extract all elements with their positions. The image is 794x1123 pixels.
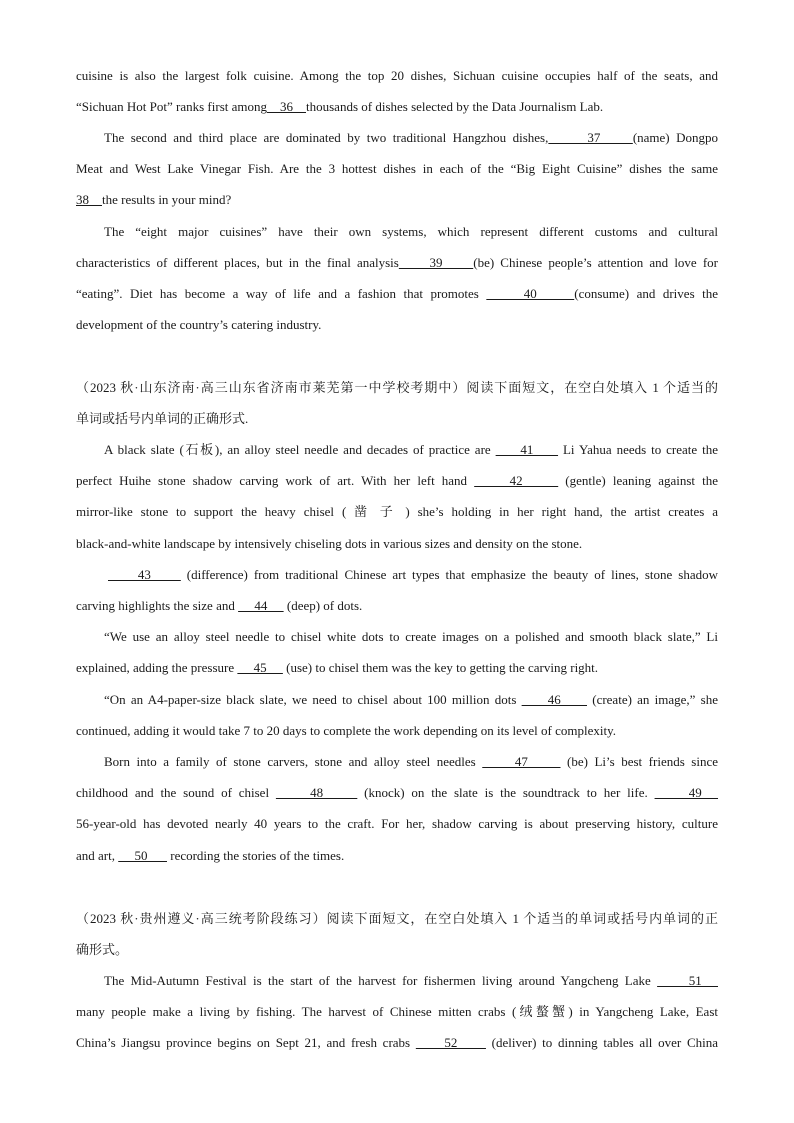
- text-segment: the results in your mind?: [102, 192, 232, 207]
- text-line: [76, 472, 718, 490]
- text-line: [76, 285, 718, 303]
- text-segment: “Sichuan Hot Pot” ranks first among: [76, 99, 267, 114]
- text-line: [104, 753, 718, 771]
- text-line: [104, 223, 718, 241]
- text-line: [76, 784, 718, 802]
- text-segment: “We use an alloy steel needle to chisel white dots to create images on a polished and smooth black slate,” Li: [104, 629, 718, 644]
- text-line: [76, 1003, 718, 1021]
- text-segment: “eating”. Diet has become a way of life and a fashion that promotes: [76, 286, 487, 301]
- text-segment: (use) to chisel them was the key to getting the carving right.: [282, 660, 599, 675]
- answer-blank: 45: [237, 660, 283, 675]
- text-line: [104, 972, 718, 990]
- text-segment: Li Yahua needs to create the: [558, 442, 719, 457]
- text-segment: (be) Chinese people’s attention and love for: [473, 255, 718, 270]
- text-segment: （2023 秋·贵州遵义·高三统考阶段练习）阅读下面短文，在空白处填入 1 个适当的单词或括号内单词的正: [76, 911, 718, 926]
- text-segment: (difference) from traditional Chinese art types that emphasize the beauty of lines, stone shadow: [180, 567, 719, 582]
- text-line: [76, 597, 718, 615]
- text-segment: 确形式。: [76, 942, 129, 957]
- text-segment: (create) an image,” she: [587, 692, 719, 707]
- answer-blank: 44: [238, 598, 284, 613]
- text-segment: cuisine is also the largest folk cuisine. Among the top 20 dishes, Sichuan cuisine occupies half of the seats, and: [76, 68, 718, 83]
- answer-blank: 52: [415, 1035, 486, 1050]
- text-segment: The Mid-Autumn Festival is the start of the harvest for fishermen living around Yangcheng Lake: [104, 973, 658, 988]
- text-segment: black-and-white landscape by intensively chiseling dots in various sizes and density on the stone.: [76, 536, 583, 551]
- text-segment: “On an A4-paper-size black slate, we need to chisel about 100 million dots: [104, 692, 522, 707]
- text-line: [76, 722, 718, 740]
- answer-blank: 48: [275, 785, 358, 800]
- text-segment: Born into a family of stone carvers, stone and alloy steel needles: [104, 754, 483, 769]
- text-line: [104, 441, 718, 459]
- text-segment: The “eight major cuisines” have their own systems, which represent different customs and cultural: [104, 224, 718, 239]
- text-segment: (knock) on the slate is the soundtrack to her life.: [357, 785, 655, 800]
- text-line: [104, 129, 718, 147]
- answer-blank: 50: [118, 848, 167, 863]
- text-line: [76, 941, 718, 959]
- text-line: [76, 503, 718, 521]
- text-segment: and art,: [76, 848, 119, 863]
- text-segment: carving highlights the size and: [76, 598, 239, 613]
- answer-blank: 47: [482, 754, 561, 769]
- answer-blank: 39: [398, 255, 474, 270]
- text-segment: explained, adding the pressure: [76, 660, 238, 675]
- text-line: [76, 659, 718, 677]
- answer-blank: 43: [108, 567, 181, 582]
- text-segment: (name) Dongpo: [632, 130, 719, 145]
- text-segment: thousands of dishes selected by the Data Journalism Lab.: [306, 99, 604, 114]
- text-segment: many people make a living by fishing. The harvest of Chinese mitten crabs (绒螯蟹) in Yangcheng Lake, East: [76, 1004, 718, 1019]
- text-segment: (deep) of dots.: [283, 598, 363, 613]
- text-line: [76, 316, 718, 334]
- text-segment: A black slate (石板), an alloy steel needle and decades of practice are: [104, 442, 496, 457]
- answer-blank: 41: [495, 442, 559, 457]
- text-line: [76, 67, 718, 85]
- text-line: [76, 191, 718, 209]
- answer-blank: 38: [76, 192, 102, 207]
- text-segment: (consume) and drives the: [574, 286, 718, 301]
- text-segment: The second and third place are dominated by two traditional Hangzhou dishes,: [104, 130, 549, 145]
- text-line: [76, 1034, 718, 1052]
- text-segment: （2023 秋·山东济南·高三山东省济南市莱芜第一中学校考期中）阅读下面短文，在空白处填入 1 个适当的: [76, 380, 718, 395]
- text-line: [76, 410, 718, 428]
- text-line: [76, 254, 718, 272]
- text-line: [104, 628, 718, 646]
- text-segment: characteristics of different places, but in the final analysis: [76, 255, 399, 270]
- answer-blank: 51: [657, 973, 718, 988]
- text-line: [104, 691, 718, 709]
- text-segment: (be) Li’s best friends since: [560, 754, 719, 769]
- text-line: [76, 379, 718, 397]
- answer-blank: 46: [521, 692, 587, 707]
- text-segment: (gentle) leaning against the: [558, 473, 719, 488]
- text-segment: perfect Huihe stone shadow carving work of art. With her left hand: [76, 473, 475, 488]
- text-line: [76, 160, 718, 178]
- answer-blank: 40: [486, 286, 575, 301]
- text-line: [76, 847, 718, 865]
- answer-blank: 49: [654, 785, 719, 800]
- text-line: [76, 98, 718, 116]
- text-line: [76, 910, 718, 928]
- text-segment: 单词或括号内单词的正确形式.: [76, 411, 249, 426]
- text-segment: recording the stories of the times.: [166, 848, 345, 863]
- answer-blank: 36: [267, 99, 306, 114]
- text-segment: childhood and the sound of chisel: [76, 785, 276, 800]
- text-segment: 56-year-old has devoted nearly 40 years to the craft. For her, shadow carving is about preserving history, culture: [76, 816, 718, 831]
- answer-blank: 37: [548, 130, 633, 145]
- text-line: [76, 815, 718, 833]
- text-segment: China’s Jiangsu province begins on Sept 21, and fresh crabs: [76, 1035, 416, 1050]
- text-line: [76, 535, 718, 553]
- text-segment: development of the country’s catering industry.: [76, 317, 322, 332]
- text-segment: continued, adding it would take 7 to 20 days to complete the work depending on its level of complexity.: [76, 723, 616, 738]
- answer-blank: 42: [474, 473, 559, 488]
- text-segment: Meat and West Lake Vinegar Fish. Are the 3 hottest dishes in each of the “Big Eight Cuisine” dishes the same: [76, 161, 718, 176]
- text-line: [108, 566, 718, 584]
- text-segment: mirror-like stone to support the heavy chisel ( 凿 子 ) she’s holding in her right hand, the artist creates a: [76, 504, 718, 519]
- text-segment: (deliver) to dinning tables all over China: [485, 1035, 718, 1050]
